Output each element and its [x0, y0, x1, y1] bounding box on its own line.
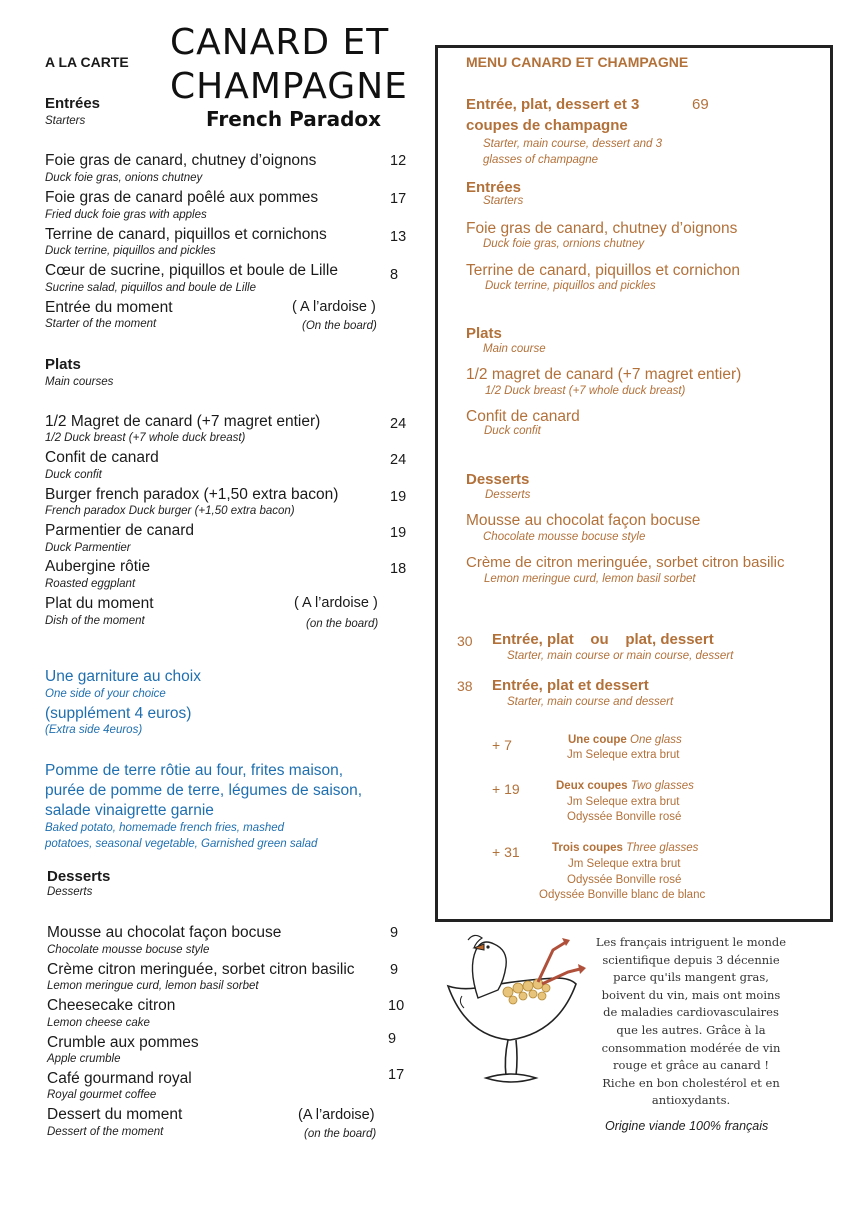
menu-plat-name: 1/2 magret de canard (+7 magret entier): [466, 366, 742, 383]
plat-name: Aubergine rôtie: [45, 558, 151, 575]
menu-option-price: 30: [457, 633, 473, 649]
paradox-line: antioxydants.: [651, 1093, 731, 1108]
dessert-price: 9: [390, 962, 399, 978]
dessert-desc: Chocolate mousse bocuse style: [47, 944, 210, 956]
entree-price: 17: [390, 191, 407, 207]
garniture-title-en: One side of your choice: [45, 688, 166, 700]
plat-price: 24: [390, 452, 407, 468]
menu-dessert-name: Crème de citron meringuée, sorbet citron basilic: [466, 554, 785, 571]
entree-desc: Sucrine salad, piquillos and boule de Lille: [45, 282, 256, 294]
paradox-line: rouge et grâce au canard !: [613, 1058, 769, 1073]
plat-price: 19: [390, 525, 407, 541]
plat-price: 19: [390, 489, 407, 505]
entree-price: 8: [390, 267, 399, 283]
entree-desc: Starter of the moment: [45, 318, 157, 330]
coupe-label: Trois coupes: [552, 842, 623, 854]
paradox-line: Les français intriguent le monde: [595, 935, 787, 949]
paradox-line: que les autres. Grâce à la: [616, 1022, 766, 1037]
menu-desserts-sub: Desserts: [485, 489, 531, 501]
dessert-name: Cheesecake citron: [47, 997, 176, 1014]
coupe-label-en: Three glasses: [626, 842, 699, 854]
menu-plat-desc: 1/2 Duck breast (+7 whole duck breast): [485, 385, 686, 397]
entree-price: 13: [390, 229, 407, 245]
menu-title: MENU CANARD ET CHAMPAGNE: [466, 54, 689, 70]
paradox-line: boivent du vin, mais ont moins: [601, 987, 781, 1002]
dessert-name: Mousse au chocolat façon bocuse: [47, 924, 282, 941]
coupe-price: + 31: [492, 844, 520, 860]
dessert-price: 9: [388, 1031, 397, 1047]
menu-entree-name: Terrine de canard, piquillos et cornichon: [466, 262, 740, 279]
title-line-2: CHAMPAGNE: [170, 66, 408, 107]
dessert-name: Café gourmand royal: [47, 1070, 192, 1087]
plat-desc: Dish of the moment: [45, 615, 145, 627]
menu-dessert-desc: Lemon meringue curd, lemon basil sorbet: [484, 573, 696, 585]
menu-option-price: 38: [457, 678, 473, 694]
plat-price: 24: [390, 416, 407, 432]
menu-plat-desc: Duck confit: [484, 425, 541, 437]
desserts-title: Desserts: [47, 868, 111, 885]
entree-name: Terrine de canard, piquillos et cornichons: [45, 226, 327, 243]
title-line-1: CANARD ET: [170, 22, 390, 63]
coupe-wine: Odyssée Bonville blanc de blanc: [539, 889, 706, 901]
coupe-wine: Odyssée Bonville rosé: [567, 811, 682, 823]
entree-desc: Duck terrine, piquillos and pickles: [45, 245, 216, 257]
menu-plats-sub: Main course: [483, 343, 546, 355]
menu-formula-en: glasses of champagne: [483, 154, 599, 166]
dessert-desc: Lemon cheese cake: [47, 1017, 150, 1029]
coupe-label-en: Two glasses: [630, 780, 694, 792]
paradox-line: de maladies cardiovasculaires: [603, 1005, 779, 1020]
menu-formula-en: Starter, main course, dessert and 3: [483, 138, 662, 150]
desserts-subtitle: Desserts: [47, 886, 93, 898]
garniture-list: Pomme de terre rôtie au four, frites maison,: [45, 762, 344, 779]
menu-entree-desc: Duck terrine, piquillos and pickles: [485, 280, 656, 292]
plat-name: Plat du moment: [45, 595, 154, 612]
dessert-name: Crumble aux pommes: [47, 1034, 199, 1051]
menu-option-en: Starter, main course or main course, dessert: [507, 650, 734, 662]
dessert-desc: Lemon meringue curd, lemon basil sorbet: [47, 980, 259, 992]
duck-champagne-illustration: [438, 928, 588, 1098]
garniture-list-en: potatoes, seasonal vegetable, Garnished green salad: [45, 838, 318, 850]
plat-desc: Duck Parmentier: [45, 542, 131, 554]
dessert-desc: Dessert of the moment: [47, 1126, 164, 1138]
plats-subtitle: Main courses: [45, 376, 114, 388]
coupe-label: Une coupe: [568, 734, 627, 746]
menu-option-en: Starter, main course and dessert: [507, 696, 674, 708]
plat-price: 18: [390, 561, 407, 577]
garniture-supplement: (supplément 4 euros): [45, 705, 192, 722]
garniture-list-en: Baked potato, homemade french fries, mashed: [45, 822, 285, 834]
entree-price: 12: [390, 153, 407, 169]
entree-name: Entrée du moment: [45, 299, 173, 316]
dessert-price-note: (on the board): [304, 1128, 377, 1140]
title-line-3: French Paradox: [206, 107, 382, 131]
coupe-price: + 19: [492, 781, 520, 797]
dessert-price: 9: [390, 925, 399, 941]
coupe-label-line: [556, 780, 694, 792]
plats-title: Plats: [45, 356, 81, 373]
plat-desc: 1/2 Duck breast (+7 whole duck breast): [45, 432, 246, 444]
menu-formula: Entrée, plat, dessert et 3: [466, 96, 640, 113]
entrees-title: Entrées: [45, 95, 101, 112]
garniture-title: Une garniture au choix: [45, 668, 201, 685]
entrees-subtitle: Starters: [45, 115, 86, 127]
menu-desserts-title: Desserts: [466, 471, 530, 488]
coupe-wine: Odyssée Bonville rosé: [567, 874, 682, 886]
plat-name: Burger french paradox (+1,50 extra bacon): [45, 486, 339, 503]
plat-desc: French paradox Duck burger (+1,50 extra bacon): [45, 505, 295, 517]
menu-plats-title: Plats: [466, 325, 502, 342]
menu-entrees-sub: Starters: [483, 195, 524, 207]
entree-name: Foie gras de canard, chutney d’oignons: [45, 152, 317, 169]
dessert-price: 17: [388, 1067, 405, 1083]
entree-desc: Duck foie gras, onions chutney: [45, 172, 203, 184]
plat-price-note: (on the board): [306, 618, 379, 630]
entree-name: Foie gras de canard poêlé aux pommes: [45, 189, 319, 206]
paradox-line: consommation modérée de vin: [601, 1040, 781, 1055]
coupe-label-line: [552, 842, 698, 854]
coupe-label: Deux coupes: [556, 780, 628, 792]
menu-entree-desc: Duck foie gras, ornions chutney: [483, 238, 645, 250]
dessert-price: (A l’ardoise): [298, 1107, 375, 1123]
dessert-name: Crème citron meringuée, sorbet citron basilic: [47, 961, 355, 978]
garniture-list: salade vinaigrette garnie: [45, 802, 214, 819]
menu-entree-name: Foie gras de canard, chutney d’oignons: [466, 220, 738, 237]
coupe-wine: Jm Seleque extra brut: [568, 858, 681, 870]
entree-desc: Fried duck foie gras with apples: [45, 209, 207, 221]
entree-price: ( A l’ardoise ): [292, 299, 376, 315]
coupe-wine: Jm Seleque extra brut: [567, 796, 680, 808]
menu-formula: coupes de champagne: [466, 117, 628, 134]
plat-name: 1/2 Magret de canard (+7 magret entier): [45, 413, 321, 430]
entree-price-note: (On the board): [302, 320, 377, 332]
menu-plat-name: Confit de canard: [466, 408, 580, 425]
origin-note: Origine viande 100% français: [605, 1119, 769, 1133]
dessert-desc: Royal gourmet coffee: [47, 1089, 157, 1101]
paradox-line: Riche en bon cholestérol et en: [602, 1075, 780, 1090]
menu-dessert-name: Mousse au chocolat façon bocuse: [466, 512, 701, 529]
plat-desc: Roasted eggplant: [45, 578, 136, 590]
plat-price: ( A l’ardoise ): [294, 595, 378, 611]
dessert-price: 10: [388, 998, 405, 1014]
dessert-desc: Apple crumble: [47, 1053, 121, 1065]
plat-name: Confit de canard: [45, 449, 159, 466]
menu-entrees-title: Entrées: [466, 179, 522, 196]
plat-name: Parmentier de canard: [45, 522, 195, 539]
garniture-list: purée de pomme de terre, légumes de saison,: [45, 782, 363, 799]
menu-dessert-desc: Chocolate mousse bocuse style: [483, 531, 646, 543]
a-la-carte-label: A LA CARTE: [45, 54, 129, 70]
coupe-wine: Jm Seleque extra brut: [567, 749, 680, 761]
paradox-line: scientifique depuis 3 décennie: [602, 952, 780, 967]
dessert-name: Dessert du moment: [47, 1106, 183, 1123]
entree-name: Cœur de sucrine, piquillos et boule de Lille: [45, 262, 338, 279]
menu-option-name: Entrée, plat et dessert: [492, 677, 649, 694]
paradox-line: parce qu'ils mangent gras,: [613, 970, 769, 985]
coupe-label-en: One glass: [630, 734, 682, 746]
garniture-supplement-en: (Extra side 4euros): [45, 724, 143, 736]
menu-formula-price: 69: [692, 96, 709, 113]
plat-desc: Duck confit: [45, 469, 102, 481]
coupe-price: + 7: [492, 737, 512, 753]
paradox-text: [580, 934, 802, 1110]
menu-option-name: Entrée, plat ou plat, dessert: [492, 631, 714, 648]
coupe-label-line: [568, 734, 682, 746]
